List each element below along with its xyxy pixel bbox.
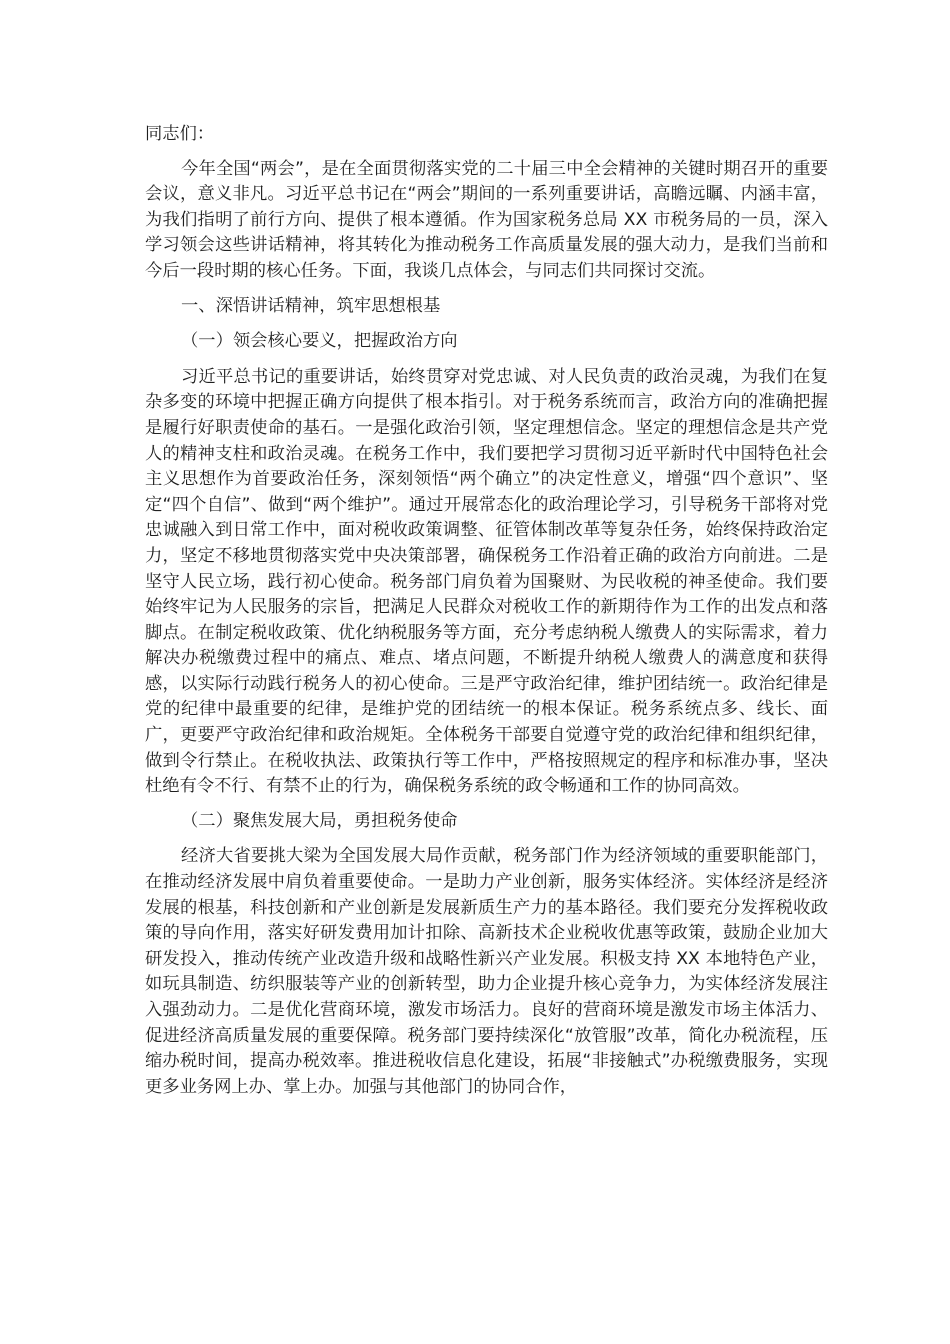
subsection-1-body: 习近平总书记的重要讲话，始终贯穿对党忠诚、对人民负责的政治灵魂，为我们在复杂多变的环境中把握正确方向提供了根本指引。对于税务系统而言，政治方向的准确把握是履行好职责使命的基石。一是强化政治引领，坚定理想信念。坚定的理想信念是共产党人的精神支柱和政治灵魂。在税务工作中，我们要把学习贯彻习近平新时代中国特色社会主义思想作为首要政治任务，深刻领悟“两个确立”的决定性意义，增强“四个意识”、坚定“四个自信”、做到“两个维护”。通过开展常态化的政治理论学习，引导税务干部将对党忠诚融入到日常工作中，面对税收政策调整、征管体制改革等复杂任务，始终保持政治定力，坚定不移地贯彻落实党中央决策部署，确保税务工作沿着正确的政治方向前进。二是坚守人民立场，践行初心使命。税务部门肩负着为国聚财、为民收税的神圣使命。我们要始终牢记为人民服务的宗旨，把满足人民群众对税收工作的新期待作为工作的出发点和落脚点。在制定税收政策、优化纳税服务等方面，充分考虑纳税人缴费人的实际需求，着力解决办税缴费过程中的痛点、难点、堵点问题，不断提升纳税人缴费人的满意度和获得感，以实际行动践行税务人的初心使命。三是严守政治纪律，维护团结统一。政治纪律是党的纪律中最重要的纪律，是维护党的团结统一的根本保证。税务系统点多、线长、面广，更要严守政治纪律和政治规矩。全体税务干部要自觉遵守党的政治纪律和组织纪律，做到令行禁止。在税收执法、政策执行等工作中，严格按照规定的程序和标准办事，坚决杜绝有令不行、有禁不止的行为，确保税务系统的政令畅通和工作的协同高效。 xyxy=(145,366,828,797)
intro-paragraph: 今年全国“两会”，是在全面贯彻落实党的二十届三中全会精神的关键时期召开的重要会议，意义非凡。习近平总书记在“两会”期间的一系列重要讲话，高瞻远瞩、内涵丰富，为我们指明了前行方向、提供了根本遵循。作为国家税务总局 XX 市税务局的一员，深入学习领会这些讲话精神，将其转化为推动税务工作高质量发展的强大动力，是我们当前和今后一段时期的核心任务。下面，我谈几点体会，与同志们共同探讨交流。 xyxy=(145,158,828,281)
section-heading-1: 一、深悟讲话精神，筑牢思想根基 xyxy=(181,295,441,316)
subsection-heading-1: （一）领会核心要义，把握政治方向 xyxy=(181,331,458,352)
document-page xyxy=(145,122,828,1109)
greeting: 同志们： xyxy=(145,124,215,144)
subsection-2-body: 经济大省要挑大梁为全国发展大局作贡献，税务部门作为经济领域的重要职能部门，在推动经济发展中肩负着重要使命。一是助力产业创新，服务实体经济。实体经济是经济发展的根基，科技创新和产业创新是发展新质生产力的基本路径。我们要充分发挥税收政策的导向作用，落实好研发费用加计扣除、高新技术企业税收优惠等政策，鼓励企业加大研发投入，推动传统产业改造升级和战略性新兴产业发展。积极支持 XX 本地特色产业，如玩具制造、纺织服装等产业的创新转型，助力企业提升核心竞争力，为实体经济发展注入强劲动力。二是优化营商环境，激发市场活力。良好的营商环境是激发市场主体活力、促进经济高质量发展的重要保障。税务部门要持续深化“放管服”改革，简化办税流程，压缩办税时间，提高办税效率。推进税收信息化建设，拓展“非接触式”办税缴费服务，实现更多业务网上办、掌上办。加强与其他部门的协同合作， xyxy=(145,846,828,1097)
subsection-heading-2: （二）聚焦发展大局，勇担税务使命 xyxy=(181,810,458,831)
